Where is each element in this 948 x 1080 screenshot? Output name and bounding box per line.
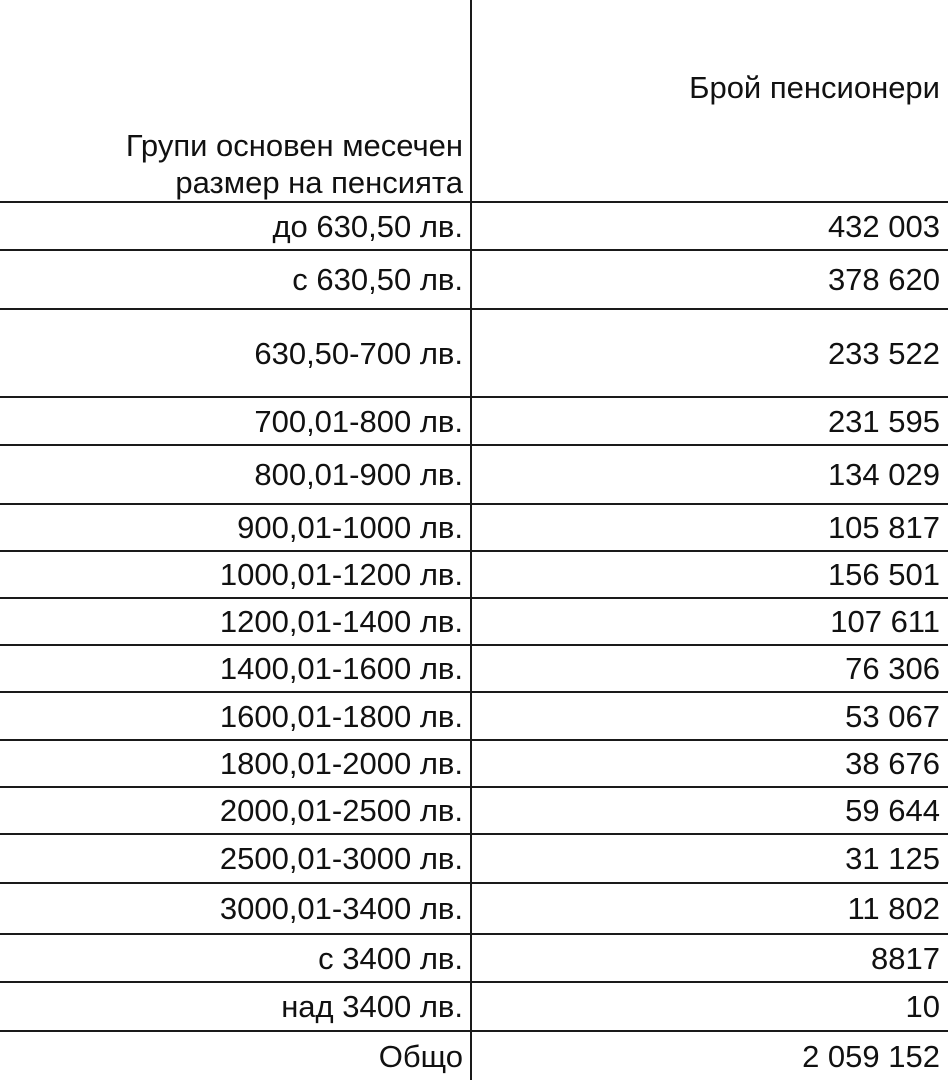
group-cell: 1200,01-1400 лв. — [219, 604, 463, 639]
table-row — [0, 310, 948, 398]
group-cell: с 630,50 лв. — [292, 262, 463, 297]
group-cell: 3000,01-3400 лв. — [219, 891, 463, 926]
group-cell: 700,01-800 лв. — [254, 403, 463, 439]
table-row — [0, 693, 948, 741]
group-cell: 2500,01-3000 лв. — [219, 841, 463, 876]
group-cell: 2000,01-2500 лв. — [219, 793, 463, 828]
group-cell: 1800,01-2000 лв. — [219, 746, 463, 781]
count-column-header: Брой пенсионери — [689, 70, 940, 105]
table-row — [0, 788, 948, 835]
count-cell: 10 — [905, 989, 940, 1024]
count-cell: 38 676 — [845, 746, 940, 781]
count-cell: 432 003 — [827, 208, 940, 244]
group-header-line1: Групи основен месечен — [125, 128, 463, 163]
count-cell: 107 611 — [830, 604, 940, 639]
table-row — [0, 552, 948, 599]
count-cell: 76 306 — [845, 651, 940, 686]
table-row — [0, 203, 948, 251]
table-row — [0, 398, 948, 446]
column-divider — [470, 0, 472, 1080]
group-cell: 1000,01-1200 лв. — [219, 557, 463, 592]
total-count: 2 059 152 — [802, 1038, 940, 1074]
count-cell: 134 029 — [827, 457, 940, 492]
count-cell: 31 125 — [845, 841, 940, 876]
group-cell: 900,01-1000 лв. — [237, 510, 463, 545]
table-row — [0, 884, 948, 935]
table-row — [0, 741, 948, 788]
count-cell: 105 817 — [827, 510, 940, 545]
table-header — [0, 0, 948, 203]
group-cell: до 630,50 лв. — [272, 208, 463, 244]
group-cell: 800,01-900 лв. — [254, 457, 463, 492]
group-cell: с 3400 лв. — [318, 940, 463, 976]
table-row — [0, 599, 948, 646]
table-row — [0, 446, 948, 505]
group-cell: над 3400 лв. — [281, 989, 463, 1024]
table-row — [0, 935, 948, 983]
count-cell: 233 522 — [827, 335, 940, 371]
group-cell: 1600,01-1800 лв. — [219, 698, 463, 734]
count-cell: 156 501 — [827, 557, 940, 592]
table-row — [0, 835, 948, 884]
total-label: Общо — [378, 1038, 463, 1074]
group-header-line2: размер на пенсията — [175, 165, 463, 200]
total-row — [0, 1032, 948, 1080]
table-row — [0, 646, 948, 693]
count-cell: 59 644 — [845, 793, 940, 828]
group-cell: 1400,01-1600 лв. — [219, 651, 463, 686]
count-cell: 53 067 — [845, 698, 940, 734]
count-cell: 231 595 — [827, 403, 940, 439]
table-row — [0, 505, 948, 552]
group-cell: 630,50-700 лв. — [254, 335, 463, 371]
count-cell: 11 802 — [847, 891, 940, 926]
group-column-header — [0, 0, 470, 201]
table-row — [0, 251, 948, 310]
count-cell: 8817 — [871, 940, 940, 976]
count-cell: 378 620 — [827, 262, 940, 297]
table-row — [0, 983, 948, 1032]
